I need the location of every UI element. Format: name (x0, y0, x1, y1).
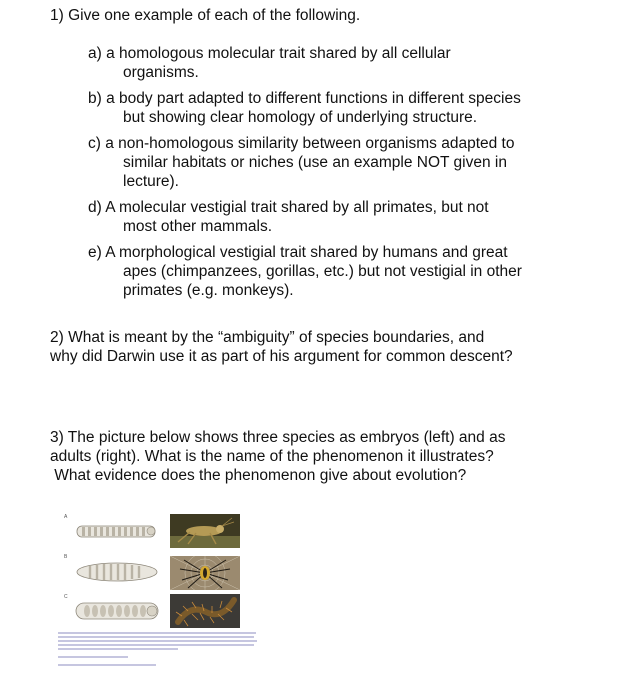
question-1a-line-1: a) a homologous molecular trait shared by all cellular (88, 45, 451, 62)
panel-label-b: B (64, 554, 68, 560)
question-1c-line-1: c) a non-homologous similarity between organisms adapted to (88, 135, 515, 152)
caption-text-lines (58, 630, 258, 672)
question-2-line-1: 2) What is meant by the “ambiguity” of species boundaries, and (50, 329, 485, 346)
grasshopper-embryo-icon (72, 520, 162, 542)
question-3-line-3: What evidence does the phenomenon give about evolution? (50, 467, 467, 484)
spider-adult-icon (170, 556, 240, 590)
question-1a (88, 44, 583, 82)
question-3-line-2: adults (right). What is the name of the phenomenon it illustrates? (50, 448, 494, 465)
question-1c-line-2: similar habitats or niches (use an example NOT given in (123, 154, 507, 171)
question-1e-line-2: apes (chimpanzees, gorillas, etc.) but not vestigial in other (123, 263, 522, 280)
question-1c-line-3: lecture). (123, 173, 179, 190)
question-1c (88, 134, 583, 191)
spider-embryo-icon (72, 560, 162, 584)
panel-label-a: A (64, 514, 68, 520)
figure-caption (58, 630, 268, 674)
centipede-embryo-icon (72, 598, 162, 624)
question-1d-line-1: d) A molecular vestigial trait shared by all primates, but not (88, 199, 489, 216)
question-2-line-2: why did Darwin use it as part of his argument for common descent? (50, 348, 513, 365)
question-1e-line-1: e) A morphological vestigial trait shared by humans and great (88, 244, 508, 261)
question-3 (50, 428, 590, 485)
centipede-adult-icon (170, 594, 240, 628)
grasshopper-adult-icon (170, 514, 240, 548)
question-1d (88, 198, 583, 236)
panel-label-c: C (64, 594, 68, 600)
question-1b (88, 89, 583, 127)
question-3-line-1: 3) The picture below shows three species as embryos (left) and as (50, 429, 506, 446)
question-1e-line-3: primates (e.g. monkeys). (123, 282, 294, 299)
question-2 (50, 328, 590, 366)
question-1b-line-2: but showing clear homology of underlying structure. (123, 109, 478, 126)
question-1-stem: 1) Give one example of each of the following. (50, 7, 361, 24)
question-1a-line-2: organisms. (123, 64, 199, 81)
question-1e (88, 243, 583, 300)
question-1d-line-2: most other mammals. (123, 218, 273, 235)
question-1b-line-1: b) a body part adapted to different functions in different species (88, 90, 521, 107)
embryo-adult-figure (62, 512, 262, 672)
